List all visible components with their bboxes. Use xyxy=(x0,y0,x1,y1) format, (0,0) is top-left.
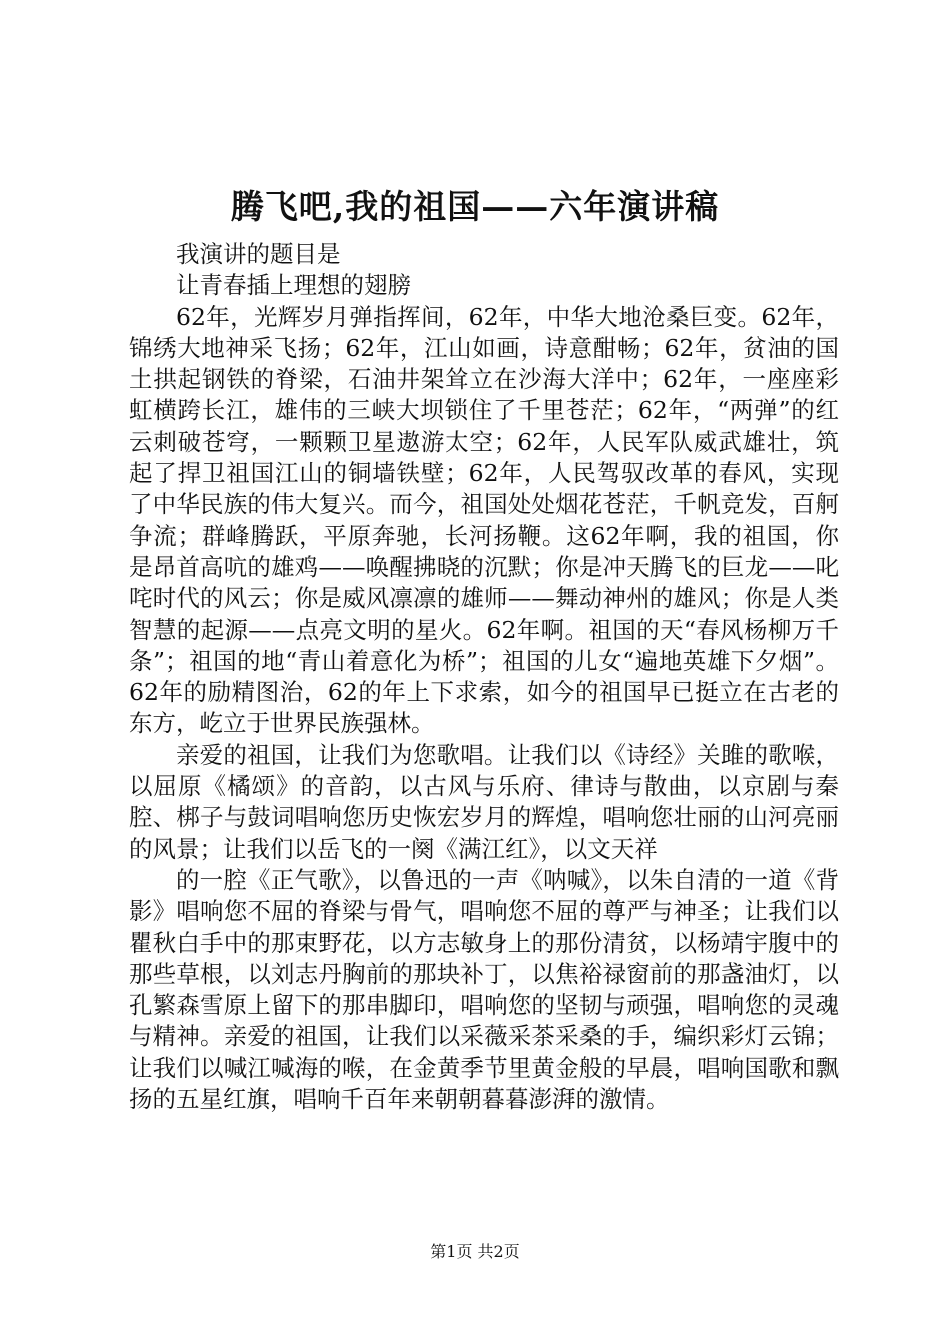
document-body xyxy=(129,239,839,1115)
paragraph-topic-intro: 我演讲的题目是 xyxy=(176,240,341,268)
paragraph-62-years: 62年，光辉岁月弹指挥间，62年，中华大地沧桑巨变。62年，锦绣大地神采飞扬；62年，江山如画，诗意酣畅；62年，贫油的国土拱起钢铁的脊梁，石油井架耸立在沙海大洋中；62年，一座座彩虹横跨长江，雄伟的三峡大坝锁住了千里苍茫；62年，“两弹”的红云刺破苍穹，一颗颗卫星遨游太空；62年，人民军队威武雄壮，筑起了捍卫祖国江山的铜墙铁壁；62年，人民驾驭改革的春风，实现了中华民族的伟大复兴。而今，祖国处处烟花苍茫，千帆竞发，百舸争流；群峰腾跃，平原奔驰，长河扬鞭。这62年啊，我的祖国，你是昂首高吭的雄鸡——唤醒拂晓的沉默；你是冲天腾飞的巨龙——叱咤时代的风云；你是威风凛凛的雄师——舞动神州的雄风；你是人类智慧的起源——点亮文明的星火。62年啊。祖国的天“春风杨柳万千条”；祖国的地“青山着意化为桥”；祖国的儿女“遍地英雄下夕烟”。62年的励精图治，62的年上下求索，如今的祖国早已挺立在古老的东方，屹立于世界民族强林。 xyxy=(129,302,839,738)
paragraph-heroes: 的一腔《正气歌》，以鲁迅的一声《呐喊》，以朱自清的一道《背影》唱响您不屈的脊梁与骨气，唱响您不屈的尊严与神圣；让我们以瞿秋白手中的那束野花，以方志敏身上的那份清贫，以杨靖宇腹中的那些草根，以刘志丹胸前的那块补丁，以焦裕禄窗前的那盏油灯，以孔繁森雪原上留下的那串脚印，唱响您的坚韧与顽强，唱响您的灵魂与精神。亲爱的祖国，让我们以采薇采茶采桑的手，编织彩灯云锦；让我们以喊江喊海的喉，在金黄季节里黄金般的早晨，唱响国歌和飘扬的五星红旗，唱响千百年来朝朝暮暮澎湃的激情。 xyxy=(129,865,839,1114)
paragraph-topic-title: 让青春插上理想的翅膀 xyxy=(176,271,411,300)
page-number-footer: 第1页 共2页 xyxy=(430,1242,520,1261)
document-title: 腾飞吧,我的祖国——六年演讲稿 xyxy=(230,187,720,226)
paragraph-sing-for-motherland: 亲爱的祖国，让我们为您歌唱。让我们以《诗经》关雎的歌喉，以屈原《橘颂》的音韵，以古风与乐府、律诗与散曲，以京剧与秦腔、梆子与鼓词唱响您历史恢宏岁月的辉煌，唱响您壮丽的山河亮丽的风景；让我们以岳飞的一阕《满江红》，以文天祥 xyxy=(129,740,839,863)
